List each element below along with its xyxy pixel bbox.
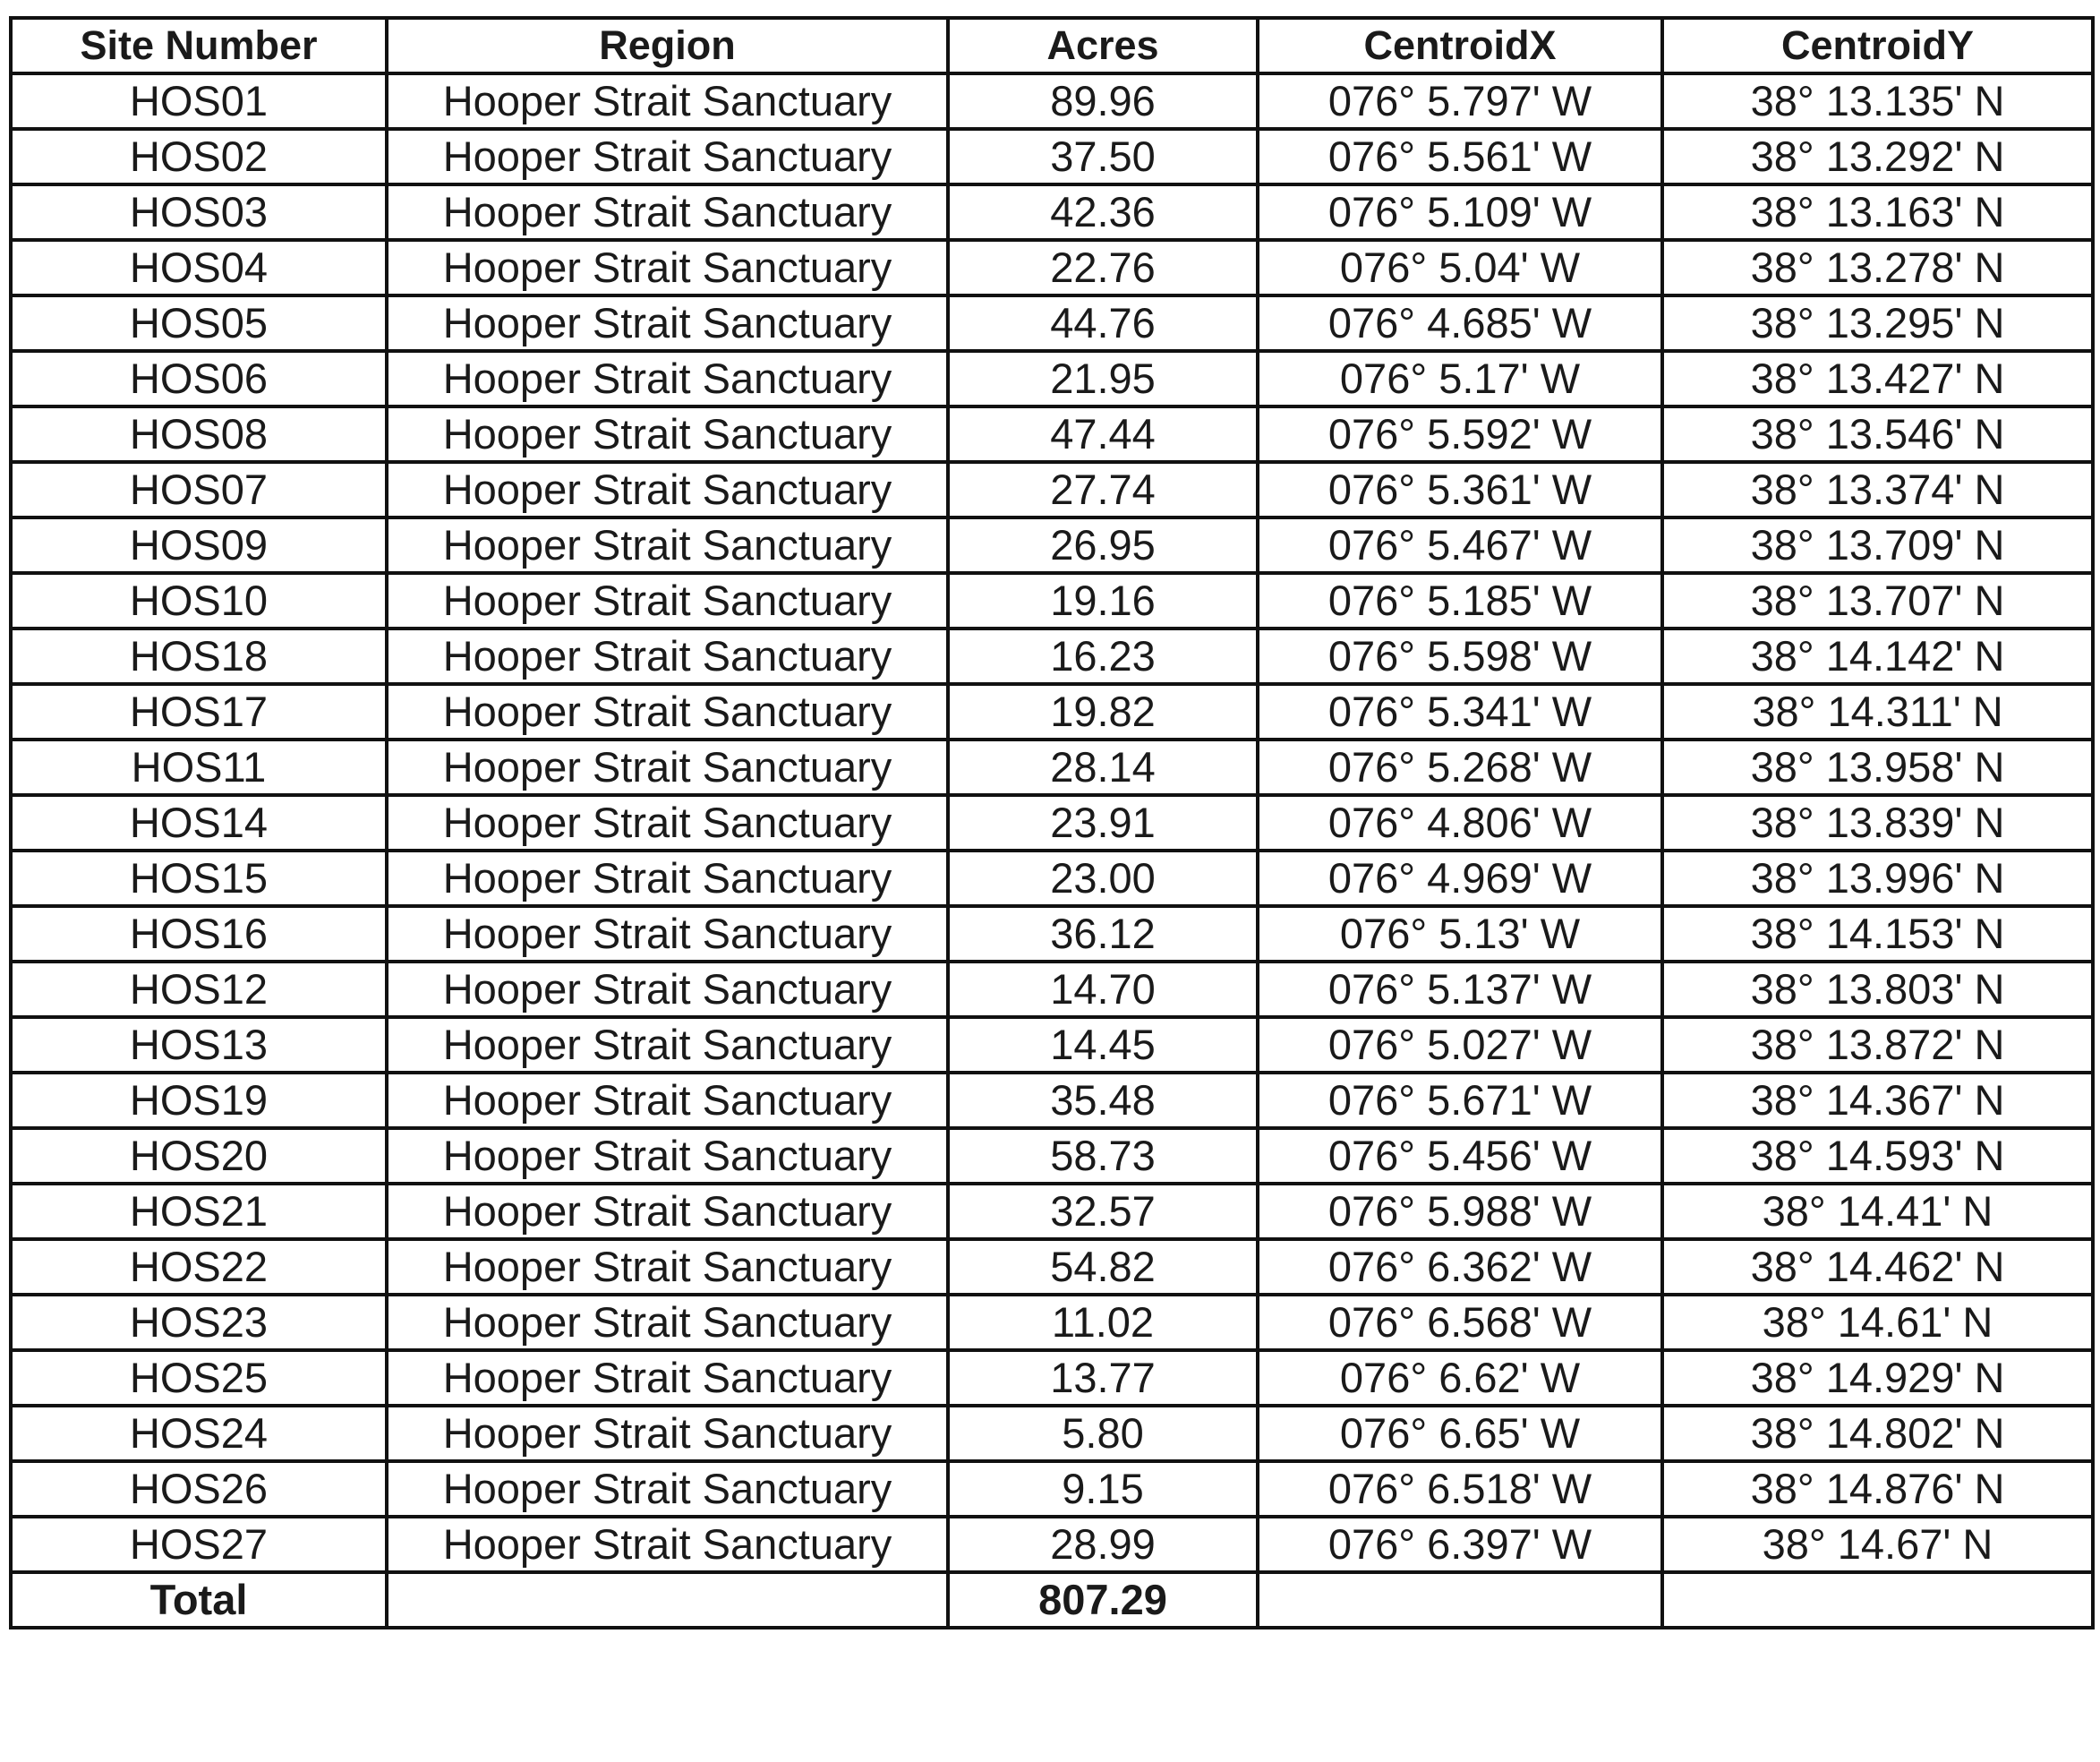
- table-row: [11, 295, 2093, 351]
- site-number-cell: HOS19: [11, 1073, 387, 1128]
- region-cell: Hooper Strait Sanctuary: [387, 1350, 948, 1406]
- region-cell: Hooper Strait Sanctuary: [387, 1517, 948, 1572]
- site-number-cell: HOS04: [11, 240, 387, 295]
- table-row: [11, 1184, 2093, 1239]
- acres-cell: 89.96: [948, 73, 1258, 129]
- centroid-x-cell: 076° 5.04' W: [1258, 240, 1662, 295]
- centroid-x-cell: 076° 5.268' W: [1258, 740, 1662, 795]
- site-number-cell: HOS13: [11, 1017, 387, 1073]
- region-cell: Hooper Strait Sanctuary: [387, 795, 948, 851]
- acres-cell: 26.95: [948, 517, 1258, 573]
- centroid-x-cell: 076° 6.518' W: [1258, 1461, 1662, 1517]
- region-cell: Hooper Strait Sanctuary: [387, 851, 948, 906]
- site-number-cell: HOS20: [11, 1128, 387, 1184]
- centroid-y-cell: 38° 13.295' N: [1662, 295, 2093, 351]
- site-number-cell: HOS21: [11, 1184, 387, 1239]
- acres-cell: 58.73: [948, 1128, 1258, 1184]
- table-row: [11, 1073, 2093, 1128]
- centroid-y-cell: 38° 13.135' N: [1662, 73, 2093, 129]
- centroid-y-cell: 38° 13.546' N: [1662, 406, 2093, 462]
- header-row: [11, 18, 2093, 73]
- site-number-cell: HOS05: [11, 295, 387, 351]
- region-cell: Hooper Strait Sanctuary: [387, 351, 948, 406]
- acres-cell: 5.80: [948, 1406, 1258, 1461]
- region-cell: Hooper Strait Sanctuary: [387, 740, 948, 795]
- site-number-cell: HOS08: [11, 406, 387, 462]
- acres-cell: 16.23: [948, 629, 1258, 684]
- centroid-x-cell: 076° 6.568' W: [1258, 1295, 1662, 1350]
- site-number-cell: HOS23: [11, 1295, 387, 1350]
- table-row: [11, 1017, 2093, 1073]
- centroid-y-cell: 38° 14.142' N: [1662, 629, 2093, 684]
- region-cell: Hooper Strait Sanctuary: [387, 962, 948, 1017]
- centroid-y-cell: 38° 13.292' N: [1662, 129, 2093, 184]
- region-cell: Hooper Strait Sanctuary: [387, 1128, 948, 1184]
- site-number-cell: HOS07: [11, 462, 387, 517]
- total-row: [11, 1572, 2093, 1628]
- table-row: [11, 240, 2093, 295]
- site-number-cell: HOS12: [11, 962, 387, 1017]
- total-centroid-y-cell: [1662, 1572, 2093, 1628]
- acres-cell: 14.45: [948, 1017, 1258, 1073]
- acres-cell: 36.12: [948, 906, 1258, 962]
- acres-cell: 42.36: [948, 184, 1258, 240]
- centroid-y-cell: 38° 14.61' N: [1662, 1295, 2093, 1350]
- centroid-x-cell: 076° 6.362' W: [1258, 1239, 1662, 1295]
- acres-cell: 44.76: [948, 295, 1258, 351]
- centroid-y-cell: 38° 14.67' N: [1662, 1517, 2093, 1572]
- table-row: [11, 851, 2093, 906]
- table-body: [11, 73, 2093, 1572]
- column-header-region: Region: [387, 18, 948, 73]
- centroid-x-cell: 076° 6.397' W: [1258, 1517, 1662, 1572]
- centroid-x-cell: 076° 4.685' W: [1258, 295, 1662, 351]
- total-centroid-x-cell: [1258, 1572, 1662, 1628]
- site-number-cell: HOS10: [11, 573, 387, 629]
- table-row: [11, 1517, 2093, 1572]
- total-region-cell: [387, 1572, 948, 1628]
- column-header-site-number: Site Number: [11, 18, 387, 73]
- table-row: [11, 462, 2093, 517]
- acres-cell: 35.48: [948, 1073, 1258, 1128]
- acres-cell: 14.70: [948, 962, 1258, 1017]
- acres-cell: 22.76: [948, 240, 1258, 295]
- site-number-cell: HOS01: [11, 73, 387, 129]
- centroid-x-cell: 076° 4.969' W: [1258, 851, 1662, 906]
- centroid-x-cell: 076° 5.671' W: [1258, 1073, 1662, 1128]
- table-row: [11, 573, 2093, 629]
- table-row: [11, 629, 2093, 684]
- acres-cell: 23.00: [948, 851, 1258, 906]
- centroid-y-cell: 38° 13.163' N: [1662, 184, 2093, 240]
- table-row: [11, 73, 2093, 129]
- table-row: [11, 1239, 2093, 1295]
- region-cell: Hooper Strait Sanctuary: [387, 462, 948, 517]
- acres-cell: 11.02: [948, 1295, 1258, 1350]
- column-header-acres: Acres: [948, 18, 1258, 73]
- centroid-y-cell: 38° 13.427' N: [1662, 351, 2093, 406]
- acres-cell: 54.82: [948, 1239, 1258, 1295]
- region-cell: Hooper Strait Sanctuary: [387, 1017, 948, 1073]
- centroid-x-cell: 076° 5.17' W: [1258, 351, 1662, 406]
- region-cell: Hooper Strait Sanctuary: [387, 517, 948, 573]
- centroid-y-cell: 38° 14.367' N: [1662, 1073, 2093, 1128]
- site-number-cell: HOS22: [11, 1239, 387, 1295]
- region-cell: Hooper Strait Sanctuary: [387, 684, 948, 740]
- site-number-cell: HOS02: [11, 129, 387, 184]
- region-cell: Hooper Strait Sanctuary: [387, 1239, 948, 1295]
- centroid-y-cell: 38° 14.802' N: [1662, 1406, 2093, 1461]
- acres-cell: 27.74: [948, 462, 1258, 517]
- centroid-y-cell: 38° 14.876' N: [1662, 1461, 2093, 1517]
- table-row: [11, 684, 2093, 740]
- site-number-cell: HOS25: [11, 1350, 387, 1406]
- centroid-y-cell: 38° 14.593' N: [1662, 1128, 2093, 1184]
- column-header-centroid-y: CentroidY: [1662, 18, 2093, 73]
- centroid-x-cell: 076° 5.988' W: [1258, 1184, 1662, 1239]
- table-row: [11, 129, 2093, 184]
- centroid-y-cell: 38° 13.839' N: [1662, 795, 2093, 851]
- centroid-y-cell: 38° 14.311' N: [1662, 684, 2093, 740]
- centroid-x-cell: 076° 5.592' W: [1258, 406, 1662, 462]
- total-label: Total: [11, 1572, 387, 1628]
- region-cell: Hooper Strait Sanctuary: [387, 1406, 948, 1461]
- table-row: [11, 740, 2093, 795]
- table-row: [11, 1461, 2093, 1517]
- table-row: [11, 962, 2093, 1017]
- centroid-x-cell: 076° 4.806' W: [1258, 795, 1662, 851]
- table-row: [11, 517, 2093, 573]
- site-number-cell: HOS11: [11, 740, 387, 795]
- table-row: [11, 906, 2093, 962]
- region-cell: Hooper Strait Sanctuary: [387, 1184, 948, 1239]
- centroid-x-cell: 076° 6.62' W: [1258, 1350, 1662, 1406]
- acres-cell: 21.95: [948, 351, 1258, 406]
- table-row: [11, 1406, 2093, 1461]
- region-cell: Hooper Strait Sanctuary: [387, 184, 948, 240]
- centroid-y-cell: 38° 14.41' N: [1662, 1184, 2093, 1239]
- site-number-cell: HOS16: [11, 906, 387, 962]
- table-row: [11, 351, 2093, 406]
- centroid-y-cell: 38° 13.707' N: [1662, 573, 2093, 629]
- site-number-cell: HOS03: [11, 184, 387, 240]
- site-number-cell: HOS18: [11, 629, 387, 684]
- centroid-y-cell: 38° 13.278' N: [1662, 240, 2093, 295]
- centroid-x-cell: 076° 5.598' W: [1258, 629, 1662, 684]
- table-row: [11, 795, 2093, 851]
- centroid-x-cell: 076° 5.109' W: [1258, 184, 1662, 240]
- region-cell: Hooper Strait Sanctuary: [387, 295, 948, 351]
- column-header-centroid-x: CentroidX: [1258, 18, 1662, 73]
- acres-cell: 13.77: [948, 1350, 1258, 1406]
- region-cell: Hooper Strait Sanctuary: [387, 1073, 948, 1128]
- centroid-x-cell: 076° 5.13' W: [1258, 906, 1662, 962]
- region-cell: Hooper Strait Sanctuary: [387, 73, 948, 129]
- site-number-cell: HOS26: [11, 1461, 387, 1517]
- region-cell: Hooper Strait Sanctuary: [387, 906, 948, 962]
- acres-cell: 28.99: [948, 1517, 1258, 1572]
- acres-cell: 23.91: [948, 795, 1258, 851]
- site-number-cell: HOS15: [11, 851, 387, 906]
- table-row: [11, 1295, 2093, 1350]
- total-acres: 807.29: [948, 1572, 1258, 1628]
- site-number-cell: HOS24: [11, 1406, 387, 1461]
- centroid-x-cell: 076° 5.456' W: [1258, 1128, 1662, 1184]
- acres-cell: 28.14: [948, 740, 1258, 795]
- site-number-cell: HOS17: [11, 684, 387, 740]
- centroid-y-cell: 38° 13.996' N: [1662, 851, 2093, 906]
- site-number-cell: HOS09: [11, 517, 387, 573]
- table-row: [11, 1128, 2093, 1184]
- region-cell: Hooper Strait Sanctuary: [387, 129, 948, 184]
- centroid-x-cell: 076° 5.467' W: [1258, 517, 1662, 573]
- centroid-x-cell: 076° 5.797' W: [1258, 73, 1662, 129]
- centroid-x-cell: 076° 5.361' W: [1258, 462, 1662, 517]
- centroid-y-cell: 38° 13.958' N: [1662, 740, 2093, 795]
- site-number-cell: HOS27: [11, 1517, 387, 1572]
- table-row: [11, 184, 2093, 240]
- site-number-cell: HOS14: [11, 795, 387, 851]
- centroid-y-cell: 38° 14.929' N: [1662, 1350, 2093, 1406]
- sites-table: [9, 16, 2095, 1629]
- centroid-x-cell: 076° 5.137' W: [1258, 962, 1662, 1017]
- centroid-y-cell: 38° 13.872' N: [1662, 1017, 2093, 1073]
- acres-cell: 47.44: [948, 406, 1258, 462]
- centroid-y-cell: 38° 13.803' N: [1662, 962, 2093, 1017]
- centroid-x-cell: 076° 5.027' W: [1258, 1017, 1662, 1073]
- site-number-cell: HOS06: [11, 351, 387, 406]
- centroid-x-cell: 076° 5.561' W: [1258, 129, 1662, 184]
- centroid-y-cell: 38° 14.153' N: [1662, 906, 2093, 962]
- region-cell: Hooper Strait Sanctuary: [387, 1461, 948, 1517]
- acres-cell: 32.57: [948, 1184, 1258, 1239]
- centroid-x-cell: 076° 5.341' W: [1258, 684, 1662, 740]
- centroid-x-cell: 076° 5.185' W: [1258, 573, 1662, 629]
- acres-cell: 19.16: [948, 573, 1258, 629]
- centroid-y-cell: 38° 13.709' N: [1662, 517, 2093, 573]
- region-cell: Hooper Strait Sanctuary: [387, 406, 948, 462]
- centroid-y-cell: 38° 14.462' N: [1662, 1239, 2093, 1295]
- acres-cell: 19.82: [948, 684, 1258, 740]
- region-cell: Hooper Strait Sanctuary: [387, 629, 948, 684]
- centroid-x-cell: 076° 6.65' W: [1258, 1406, 1662, 1461]
- region-cell: Hooper Strait Sanctuary: [387, 1295, 948, 1350]
- region-cell: Hooper Strait Sanctuary: [387, 573, 948, 629]
- region-cell: Hooper Strait Sanctuary: [387, 240, 948, 295]
- table-row: [11, 406, 2093, 462]
- table-row: [11, 1350, 2093, 1406]
- acres-cell: 37.50: [948, 129, 1258, 184]
- centroid-y-cell: 38° 13.374' N: [1662, 462, 2093, 517]
- acres-cell: 9.15: [948, 1461, 1258, 1517]
